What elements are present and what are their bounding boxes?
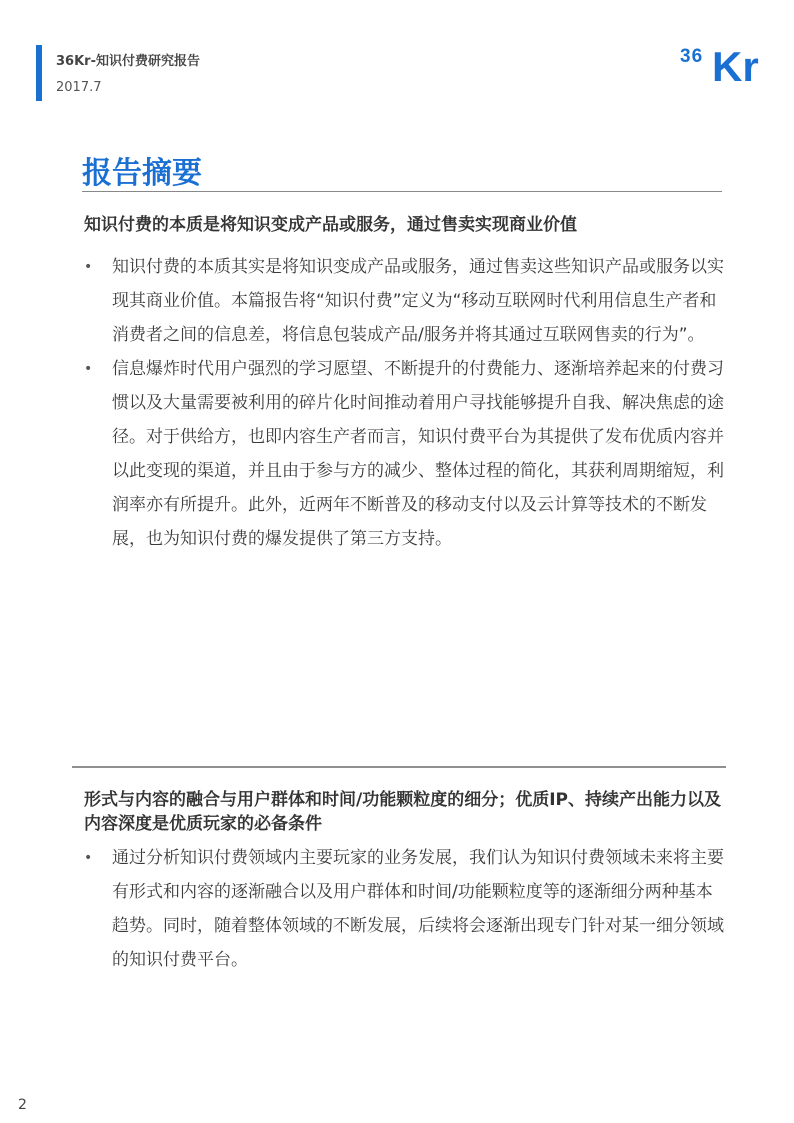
block2-heading: 形式与内容的融合与用户群体和时间/功能颗粒度的细分；优质IP、持续产出能力以及内容深度是优质玩家的必备条件 <box>84 790 721 834</box>
list-item <box>84 352 724 556</box>
bullet-icon: • <box>84 850 93 866</box>
brand-logo <box>680 40 764 94</box>
bullet-icon: • <box>84 259 93 275</box>
report-title: 36Kr-知识付费研究报告 <box>56 54 200 69</box>
bullet-icon: • <box>84 361 93 377</box>
section-title: 报告摘要 <box>82 156 202 191</box>
bullet-text: 信息爆炸时代用户强烈的学习愿望、不断提升的付费能力、逐渐培养起来的付费习惯以及大量需要被利用的碎片化时间推动着用户寻找能够提升自我、解决焦虑的途径。对于供给方，也即内容生产者而言，知识付费平台为其提供了发布优质内容并以此变现的渠道，并且由于参与方的减少、整体过程的简化，其获利周期缩短，利润率亦有所提升。此外，近两年不断普及的移动支付以及云计算等技术的不断发展，也为知识付费的爆发提供了第三方支持。 <box>112 359 724 549</box>
list-item <box>84 250 724 352</box>
block2-bullet-list <box>84 841 724 977</box>
list-item <box>84 841 724 977</box>
report-date: 2017.7 <box>56 80 102 95</box>
page-number: 2 <box>18 1097 27 1113</box>
bullet-text: 知识付费的本质其实是将知识变成产品或服务，通过售卖这些知识产品或服务以实现其商业价值。本篇报告将“知识付费”定义为“移动互联网时代利用信息生产者和消费者之间的信息差，将信息包装成产品/服务并将其通过互联网售卖的行为”。 <box>112 257 724 345</box>
logo-36-text: 36 <box>680 46 704 67</box>
block1-heading: 知识付费的本质是将知识变成产品或服务，通过售卖实现商业价值 <box>84 215 577 235</box>
bullet-text: 通过分析知识付费领域内主要玩家的业务发展，我们认为知识付费领域未来将主要有形式和内容的逐渐融合以及用户群体和时间/功能颗粒度等的逐渐细分两种基本趋势。同时，随着整体领域的不断发展，后续将会逐渐出现专门针对某一细分领域的知识付费平台。 <box>112 848 724 970</box>
section-divider <box>82 191 722 192</box>
logo-kr-text: Kr <box>712 43 759 90</box>
block1-bullet-list <box>84 250 724 556</box>
header-accent-bar <box>36 45 42 101</box>
block-divider <box>72 766 726 768</box>
